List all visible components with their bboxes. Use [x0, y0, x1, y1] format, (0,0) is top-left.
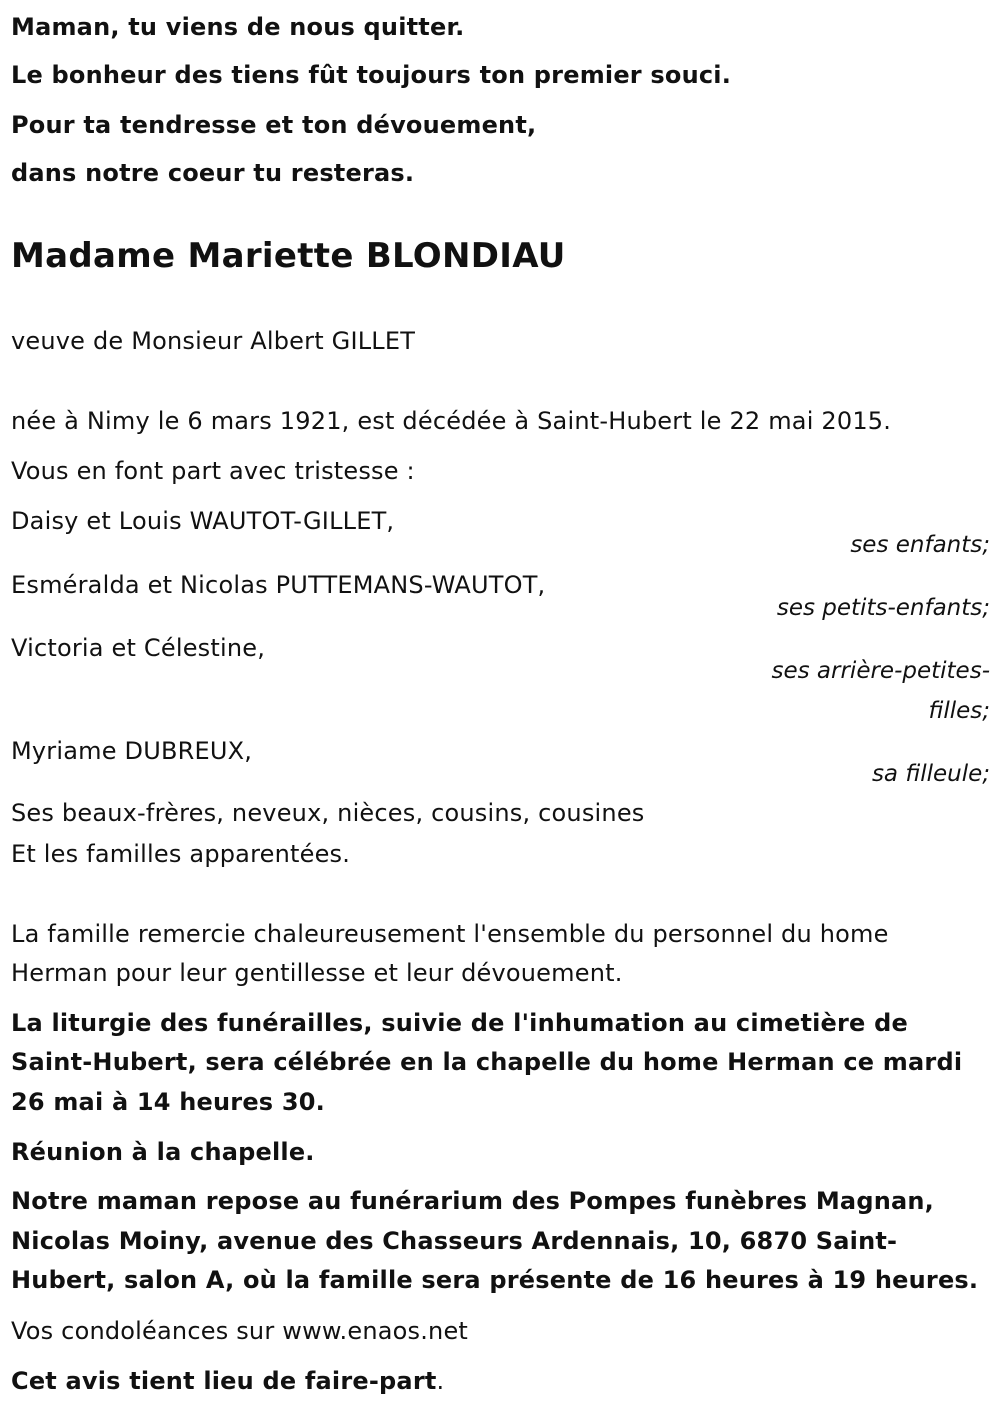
extended-family-1: Ses beaux-frères, neveux, nièces, cousins, cousines: [11, 799, 645, 827]
rest-line-1: Notre maman repose au funérarium des Pompes funèbres Magnan,: [11, 1187, 934, 1215]
family-names-4: Myriame DUBREUX,: [11, 737, 253, 765]
poem-line-1: Maman, tu viens de nous quitter.: [11, 13, 465, 41]
meeting: Réunion à la chapelle.: [11, 1138, 315, 1166]
rest-line-2: Nicolas Moiny, avenue des Chasseurs Ardennais, 10, 6870 Saint-: [11, 1227, 898, 1255]
family-relation-3b: filles;: [928, 698, 990, 724]
deceased-name: Madame Mariette BLONDIAU: [11, 236, 566, 276]
funeral-line-2: Saint-Hubert, sera célébrée en la chapelle du home Herman ce mardi: [11, 1048, 963, 1076]
thanks-line-2: Herman pour leur gentillesse et leur dévouement.: [11, 959, 623, 987]
announce-intro: Vous en font part avec tristesse :: [11, 457, 415, 485]
funeral-line-1: La liturgie des funérailles, suivie de l'inhumation au cimetière de: [11, 1009, 908, 1037]
closing-period: .: [436, 1367, 445, 1395]
family-relation-1: ses enfants;: [850, 532, 990, 558]
family-relation-3a: ses arrière-petites-: [771, 658, 990, 684]
widow-of: veuve de Monsieur Albert GILLET: [11, 327, 416, 355]
poem-line-2: Le bonheur des tiens fût toujours ton premier souci.: [11, 61, 732, 89]
family-relation-2: ses petits-enfants;: [776, 595, 990, 621]
family-names-3: Victoria et Célestine,: [11, 634, 266, 662]
thanks-line-1: La famille remercie chaleureusement l'ensemble du personnel du home: [11, 920, 889, 948]
extended-family-2: Et les familles apparentées.: [11, 840, 351, 868]
closing-line: [11, 1366, 444, 1396]
family-relation-4: sa filleule;: [871, 761, 990, 787]
rest-line-3: Hubert, salon A, où la famille sera présente de 16 heures à 19 heures.: [11, 1266, 979, 1294]
poem-line-3: Pour ta tendresse et ton dévouement,: [11, 111, 537, 139]
poem-line-4: dans notre coeur tu resteras.: [11, 159, 415, 187]
condolences: Vos condoléances sur www.enaos.net: [11, 1317, 469, 1345]
birth-death: née à Nimy le 6 mars 1921, est décédée à Saint-Hubert le 22 mai 2015.: [11, 407, 892, 435]
family-names-1: Daisy et Louis WAUTOT-GILLET,: [11, 507, 395, 535]
family-names-2: Esméralda et Nicolas PUTTEMANS-WAUTOT,: [11, 571, 546, 599]
closing-text: Cet avis tient lieu de faire-part: [11, 1367, 437, 1395]
funeral-line-3: 26 mai à 14 heures 30.: [11, 1088, 325, 1116]
